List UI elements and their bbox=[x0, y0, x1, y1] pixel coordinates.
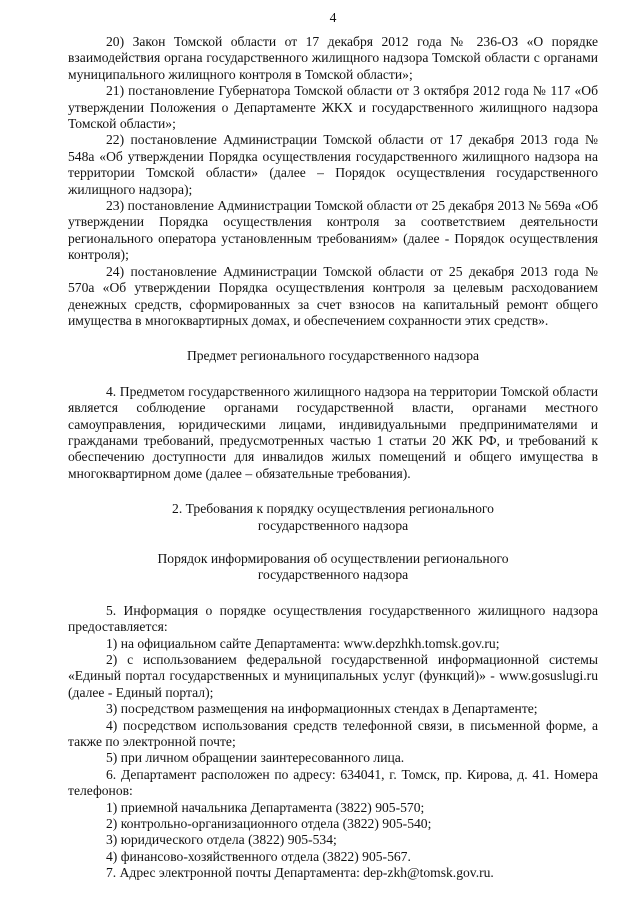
spacer bbox=[68, 482, 598, 501]
subsection-heading-info-line-1: Порядок информирования об осуществлении регионального bbox=[157, 550, 509, 566]
subsection-heading-info-line-2: государственного надзора bbox=[257, 567, 409, 583]
list-item-info-portal: 2) с использованием федеральной государственной информационной системы «Единый портал государственных и муниципальных услуг (функций)» - www.gosuslugi.ru (далее - Единый портал); bbox=[68, 652, 598, 700]
spacer bbox=[68, 329, 598, 348]
list-item-law-23: 23) постановление Администрации Томской области от 25 декабря 2013 № 569а «Об утверждении Порядка осуществления контроля за соответствием деятельности регионального оператора установленным требованиям» (далее - Порядок осуществления контроля); bbox=[68, 198, 598, 263]
list-item-law-20: 20) Закон Томской области от 17 декабря 2012 года № 236-ОЗ «О порядке взаимодействия органа государственного жилищного надзора Томской области с органами муниципального жилищного контроля в Томской области»; bbox=[68, 34, 598, 82]
list-item-phone-legal: 3) юридического отдела (3822) 905-534; bbox=[106, 832, 337, 848]
spacer bbox=[68, 534, 598, 551]
section-heading-subject: Предмет регионального государственного надзора bbox=[186, 348, 480, 364]
page-number: 4 bbox=[329, 10, 337, 25]
paragraph-subject: 4. Предметом государственного жилищного надзора на территории Томской области является соблюдение органами государственной власти, органами местного самоуправления, юридическими лицами, индивидуальными предпринимателями и гражданами требований, предусмотренных частью 1 статьи 20 ЖК РФ, и требований к обеспечению доступности для инвалидов жилых помещений и общего имущества в многоквартирном доме (далее – обязательные требования). bbox=[68, 383, 598, 481]
list-item-law-22: 22) постановление Администрации Томской области от 17 декабря 2013 года № 548а «Об утверждении Порядка осуществления государственного жилищного надзора на территории Томской области» (далее – Порядок осуществления государственного жилищного надзора); bbox=[68, 132, 598, 197]
spacer bbox=[68, 584, 598, 603]
list-item-law-24: 24) постановление Администрации Томской области от 25 декабря 2013 года № 570а «Об утверждении Порядка осуществления контроля за целевым расходованием денежных средств, сформированных за счет взносов на капитальный ремонт общего имущества в многоквартирных домах, и обеспечением сохранности этих средств». bbox=[68, 263, 598, 328]
document-page bbox=[68, 10, 598, 882]
section-heading-2-line-1: 2. Требования к порядку осуществления регионального bbox=[172, 501, 494, 517]
paragraph-address-6: 6. Департамент расположен по адресу: 634041, г. Томск, пр. Кирова, д. 41. Номера телефонов: bbox=[68, 766, 598, 799]
paragraph-email-7: 7. Адрес электронной почты Департамента: dep-zkh@tomsk.gov.ru. bbox=[106, 865, 494, 881]
list-item-info-phone: 4) посредством использования средств телефонной связи, в письменной форме, а также по электронной почте; bbox=[68, 717, 598, 750]
list-item-law-21: 21) постановление Губернатора Томской области от 3 октября 2012 года № 117 «Об утверждении Положения о Департаменте ЖКХ и государственного жилищного надзора Томской области»; bbox=[68, 83, 598, 132]
list-item-info-stands: 3) посредством размещения на информационных стендах в Департаменте; bbox=[106, 701, 538, 717]
spacer bbox=[68, 365, 598, 384]
subsection-heading-info bbox=[68, 551, 598, 584]
list-item-phone-finance: 4) финансово-хозяйственного отдела (3822) 905-567. bbox=[106, 848, 411, 864]
list-item-info-site: 1) на официальном сайте Департамента: www.depzhkh.tomsk.gov.ru; bbox=[106, 635, 500, 651]
list-item-phone-control: 2) контрольно-организационного отдела (3822) 905-540; bbox=[106, 816, 432, 832]
paragraph-info-5: 5. Информация о порядке осуществления государственного жилищного надзора предоставляется: bbox=[68, 602, 598, 635]
section-heading-2-line-2: государственного надзора bbox=[257, 517, 409, 533]
list-item-info-personal: 5) при личном обращении заинтересованного лица. bbox=[106, 750, 405, 766]
list-item-phone-reception: 1) приемной начальника Департамента (3822) 905-570; bbox=[106, 799, 425, 815]
section-heading-2 bbox=[68, 501, 598, 534]
